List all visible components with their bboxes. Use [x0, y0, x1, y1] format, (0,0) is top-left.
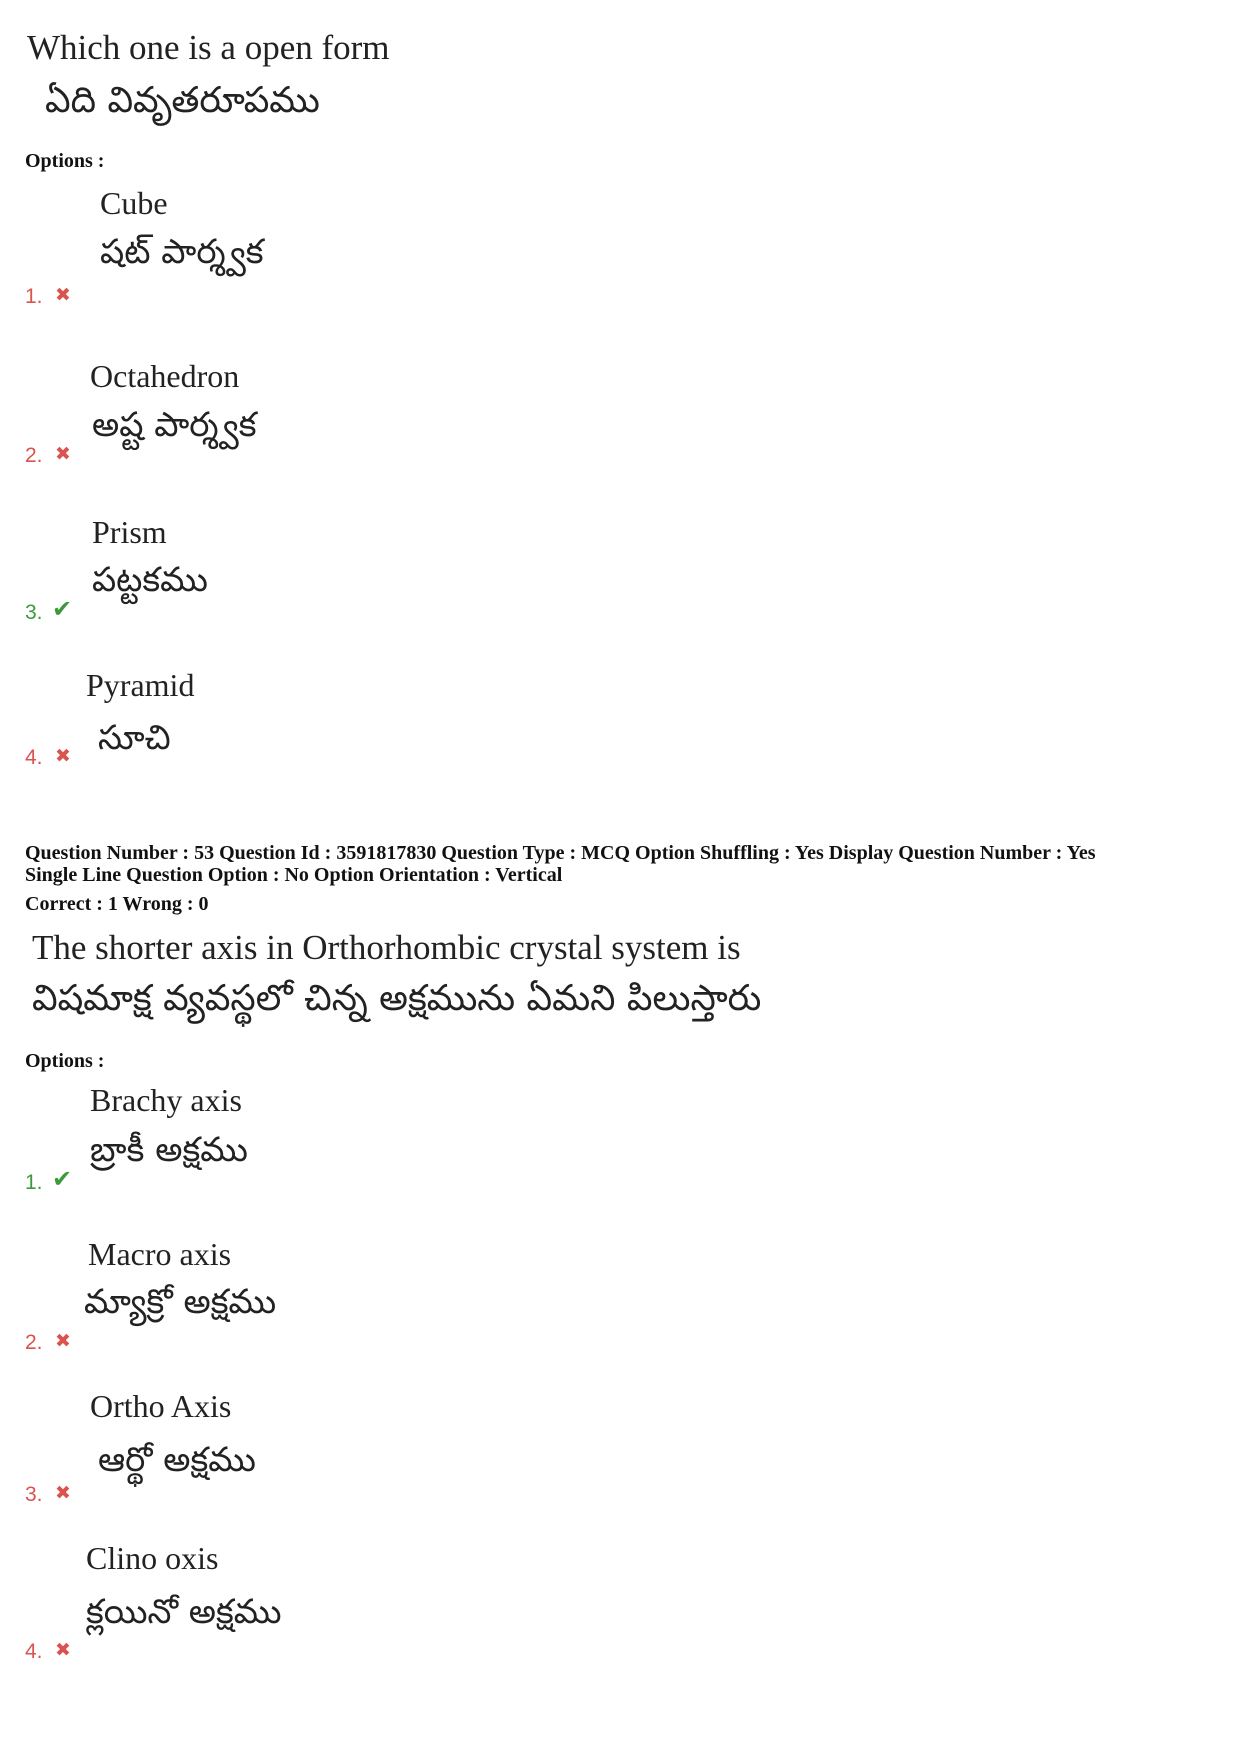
- question-meta-line: Single Line Question Option : No Option Orientation : Vertical: [25, 864, 563, 886]
- options-label: Options :: [25, 150, 105, 172]
- option-text-te: ఆర్థో అక్షము: [98, 1440, 256, 1480]
- option-text-en: Octahedron: [90, 358, 240, 394]
- option-text-te: మ్యాక్రో అక్షము: [84, 1282, 277, 1322]
- wrong-mark-icon: ✖: [55, 1482, 71, 1504]
- option-number: 3.: [25, 1483, 43, 1506]
- question-text-en: Which one is a open form: [27, 28, 390, 67]
- option-number: 2.: [25, 444, 43, 467]
- wrong-mark-icon: ✖: [55, 443, 71, 465]
- option-text-te: షట్ పార్శ్వక: [100, 232, 264, 272]
- option-text-en: Prism: [92, 514, 167, 550]
- wrong-mark-icon: ✖: [55, 1330, 71, 1352]
- option-number: 2.: [25, 1331, 43, 1354]
- correct-check-icon: ✔: [52, 595, 73, 623]
- option-text-te: అష్ట పార్శ్వక: [92, 405, 257, 445]
- option-text-en: Clino oxis: [86, 1540, 219, 1576]
- option-number: 4.: [25, 1640, 43, 1663]
- wrong-mark-icon: ✖: [55, 745, 71, 767]
- wrong-mark-icon: ✖: [55, 1639, 71, 1661]
- option-text-en: Ortho Axis: [90, 1388, 232, 1424]
- option-text-en: Brachy axis: [90, 1082, 242, 1118]
- option-text-en: Cube: [100, 185, 168, 221]
- option-number: 4.: [25, 746, 43, 769]
- score-line: Correct : 1 Wrong : 0: [25, 893, 209, 915]
- option-text-en: Pyramid: [86, 667, 195, 703]
- question-meta-line: Question Number : 53 Question Id : 3591817830 Question Type : MCQ Option Shuffling : Yes Display Question Number : Yes: [25, 842, 1096, 864]
- option-text-te: సూచి: [98, 718, 171, 758]
- option-number: 1.: [25, 285, 43, 308]
- option-number: 1.: [25, 1171, 43, 1194]
- option-text-te: బ్రాకీ అక్షము: [90, 1130, 248, 1170]
- option-number: 3.: [25, 601, 43, 624]
- option-text-te: పట్టకము: [92, 560, 208, 600]
- question-text-te: ఏది వివృతరూపము: [45, 80, 320, 121]
- option-text-en: Macro axis: [88, 1236, 232, 1272]
- question-text-en: The shorter axis in Orthorhombic crystal system is: [32, 928, 741, 967]
- option-text-te: క్లయినో అక్షము: [86, 1592, 282, 1632]
- question-text-te: విషమాక్ష వ్యవస్థలో చిన్న అక్షమును ఏమని పిలుస్తారు: [32, 978, 762, 1019]
- wrong-mark-icon: ✖: [55, 284, 71, 306]
- options-label: Options :: [25, 1050, 105, 1072]
- correct-check-icon: ✔: [52, 1165, 73, 1193]
